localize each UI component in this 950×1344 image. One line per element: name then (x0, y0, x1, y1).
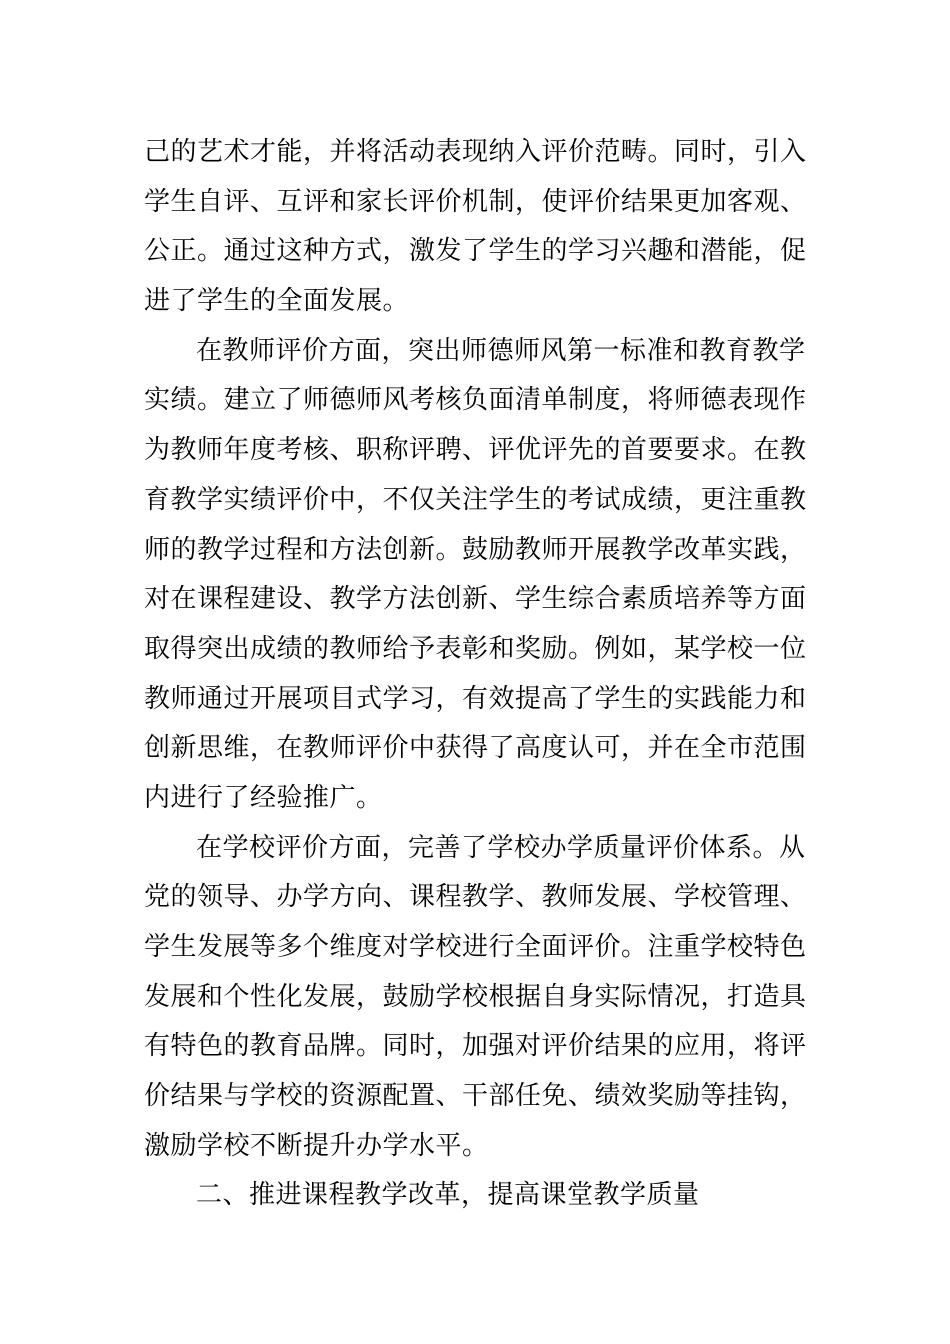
text-line: 实绩。建立了师德师风考核负面清单制度，将师德表现作 (144, 385, 807, 416)
text-line: 取得突出成绩的教师给予表彰和奖励。例如，某学校一位 (144, 633, 807, 664)
text-line: 育教学实绩评价中，不仅关注学生的考试成绩，更注重教 (144, 484, 807, 515)
text-line: 公正。通过这种方式，激发了学生的学习兴趣和潜能，促 (144, 236, 807, 267)
text-line: 为教师年度考核、职称评聘、评优评先的首要要求。在教 (144, 435, 807, 466)
text-line: 发展和个性化发展，鼓励学校根据自身实际情况，打造具 (144, 981, 807, 1012)
text-line: 对在课程建设、教学方法创新、学生综合素质培养等方面 (144, 584, 807, 615)
text-line: 进了学生的全面发展。 (144, 286, 410, 317)
body-text (144, 128, 808, 1221)
paragraph-start-line: 在教师评价方面，突出师德师风第一标准和教育教学 (196, 335, 806, 366)
text-line: 学生发展等多个维度对学校进行全面评价。注重学校特色 (144, 932, 807, 962)
text-line: 内进行了经验推广。 (144, 782, 383, 813)
text-line: 创新思维，在教师评价中获得了高度认可，并在全市范围 (144, 733, 807, 764)
text-line: 激励学校不断提升办学水平。 (144, 1130, 489, 1161)
text-line: 党的领导、办学方向、课程教学、教师发展、学校管理、 (144, 882, 807, 913)
text-line: 有特色的教育品牌。同时，加强对评价结果的应用，将评 (144, 1031, 807, 1062)
text-line: 学生自评、互评和家长评价机制，使评价结果更加客观、 (144, 186, 807, 217)
text-line: 教师通过开展项目式学习，有效提高了学生的实践能力和 (144, 683, 807, 714)
section-heading: 二、推进课程教学改革，提高课堂教学质量 (196, 1180, 700, 1211)
text-line: 价结果与学校的资源配置、干部任免、绩效奖励等挂钩， (144, 1081, 807, 1112)
text-line: 师的教学过程和方法创新。鼓励教师开展教学改革实践， (144, 534, 807, 565)
paragraph-start-line: 在学校评价方面，完善了学校办学质量评价体系。从 (196, 832, 806, 863)
text-line: 己的艺术才能，并将活动表现纳入评价范畴。同时，引入 (144, 137, 807, 167)
